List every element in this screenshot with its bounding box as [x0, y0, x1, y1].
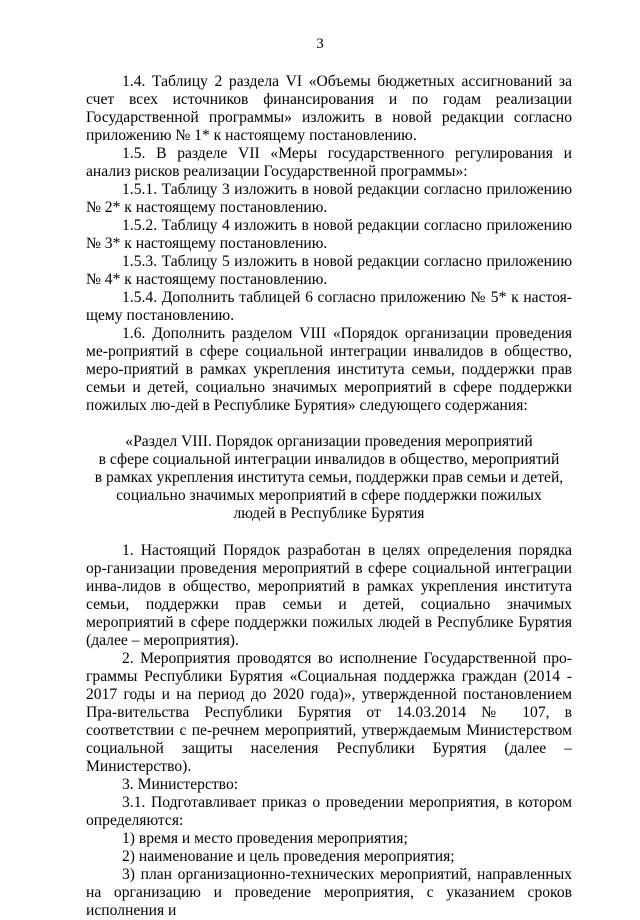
paragraph-1-4: 1.4. Таблицу 2 раздела VI «Объемы бюджетных ассигнований за счет всех источников финансирования и по годам реализации Государственной программы» изложить в новой редакции согласно приложению № 1* к настоящему постановлению.: [86, 73, 572, 144]
paragraph-2: 2. Мероприятия проводятся во исполнение Государственной про-граммы Республики Бурятия «Социальная поддержка граждан (2014 - 2017 годы и на период до 2020 года)», утвержденной постановлением Пра-вительства Республики Бурятия от 14.03.2014 № 107, в соответствии с пе-речнем мероприятий, утверждаемым Министерством социальной защиты населения Республики Бурятия (далее – Министерство).: [86, 650, 572, 775]
paragraph-1-5-2: 1.5.2. Таблицу 4 изложить в новой редакции согласно приложению № 3* к настоящему постановлению.: [86, 217, 572, 252]
section-heading-line: в рамках укрепления института семьи, поддержки прав семьи и детей,: [94, 469, 564, 486]
section-heading: [86, 433, 572, 523]
document-body: [86, 73, 572, 920]
list-item-2: 2) наименование и цель проведения мероприятия;: [122, 848, 455, 865]
paragraph-1-5-3: 1.5.3. Таблицу 5 изложить в новой редакции согласно приложению № 4* к настоящему постановлению.: [86, 253, 572, 288]
section-heading-line: людей в Республике Бурятия: [233, 505, 425, 522]
paragraph-1-5: 1.5. В разделе VII «Меры государственного регулирования и анализ рисков реализации Государственной программы»:: [86, 145, 572, 180]
paragraph-1-6: 1.6. Дополнить разделом VIII «Порядок организации проведения ме-роприятий в сфере социальной интеграции инвалидов в общество, меро-приятий в рамках укрепления института семьи, поддержки прав семьи и детей, социально значимых мероприятий в сфере поддержки пожилых лю-дей в Республике Бурятия» следующего содержания:: [86, 325, 572, 414]
section-heading-line: социально значимых мероприятий в сфере поддержки пожилых: [116, 487, 542, 504]
section-heading-line: «Раздел VIII. Порядок организации проведения мероприятий: [125, 433, 533, 450]
paragraph-3-1: 3.1. Подготавливает приказ о проведении мероприятия, в котором определяются:: [86, 794, 572, 829]
section-heading-line: в сфере социальной интеграции инвалидов в общество, мероприятий: [98, 451, 560, 468]
list-item-3: 3) план организационно-технических мероприятий, направленных на организацию и проведение мероприятия, с указанием сроков исполнения и: [86, 866, 572, 919]
paragraph-1-5-4: 1.5.4. Дополнить таблицей 6 согласно приложению № 5* к настоя-щему постановлению.: [86, 289, 572, 324]
paragraph-3: 3. Министерство:: [122, 776, 239, 793]
list-item-1: 1) время и место проведения мероприятия;: [122, 830, 408, 847]
page-number: 3: [316, 36, 324, 52]
paragraph-1: 1. Настоящий Порядок разработан в целях определения порядка ор-ганизации проведения мероприятий в сфере социальной интеграции инва-лидов в общество, мероприятий в рамках укрепления института семьи, поддержки прав семьи и детей, социально значимых мероприятий в сфере поддержки пожилых людей в Республике Бурятия (далее – мероприятия).: [86, 542, 572, 649]
paragraph-1-5-1: 1.5.1. Таблицу 3 изложить в новой редакции согласно приложению № 2* к настоящему постановлению.: [86, 181, 572, 216]
